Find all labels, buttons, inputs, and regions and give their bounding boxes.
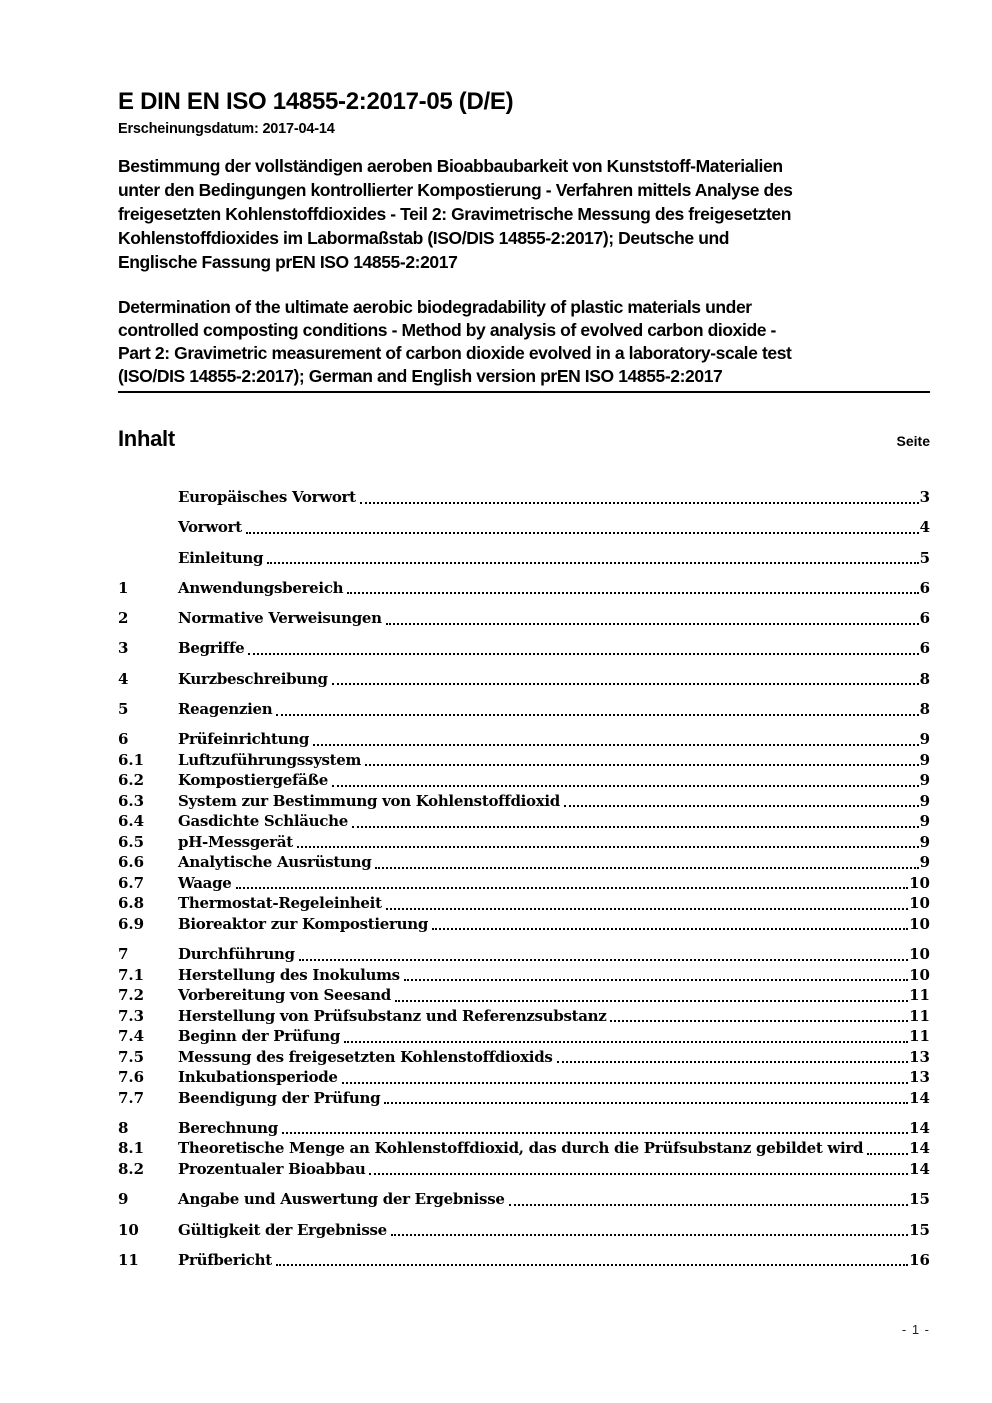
toc-leader-dots <box>246 532 919 534</box>
toc-entry-label: Theoretische Menge an Kohlenstoffdioxid, das durch die Prüfsubstanz gebildet wird <box>178 1139 864 1158</box>
toc-page-number: 10 <box>909 945 930 964</box>
toc-entry-label: Normative Verweisungen <box>178 609 382 628</box>
toc-entry-number: 8.2 <box>118 1159 145 1178</box>
toc-leader-dots <box>347 592 918 594</box>
toc-row <box>118 832 930 853</box>
toc-page-number: 14 <box>909 1088 930 1107</box>
toc-entry-label: Anwendungsbereich <box>178 578 344 597</box>
toc-entry-label: Beginn der Prüfung <box>178 1027 341 1046</box>
german-title-line: Bestimmung der vollständigen aeroben Bioabbaubarkeit von Kunststoff-Materialien <box>118 156 783 176</box>
toc-page-number: 9 <box>919 812 930 831</box>
toc-leader-dots <box>276 714 918 716</box>
toc-entry-number: 7.7 <box>118 1088 145 1107</box>
toc-entry-label: Europäisches Vorwort <box>178 488 356 506</box>
toc-page-number: 9 <box>919 750 930 769</box>
toc-page-number: 14 <box>909 1139 930 1158</box>
toc-row <box>118 914 930 935</box>
toc-row <box>118 1026 930 1047</box>
toc-entry-label: Gültigkeit der Ergebnisse <box>178 1220 387 1239</box>
german-title-line: freigesetzten Kohlenstoffdioxides - Teil 2: Gravimetrische Messung des freigesetzten <box>118 204 792 224</box>
german-title-line: Englische Fassung prEN ISO 14855-2:2017 <box>118 252 458 272</box>
toc-row <box>118 517 930 538</box>
toc-leader-dots <box>391 1234 908 1236</box>
toc-row <box>118 1250 930 1271</box>
english-title-line: controlled composting conditions - Method by analysis of evolved carbon dioxide - <box>118 320 776 340</box>
toc-row <box>118 638 930 659</box>
toc-entry-number: 7.4 <box>118 1027 145 1046</box>
toc-row <box>118 944 930 965</box>
toc-entry-label: Thermostat-Regeleinheit <box>178 894 382 913</box>
toc-entry-number: 7.6 <box>118 1068 145 1087</box>
toc-leader-dots <box>282 1132 908 1134</box>
toc-entry-number: 11 <box>118 1250 139 1269</box>
toc-entry-number: 6.9 <box>118 914 145 933</box>
toc-entry-label: Begriffe <box>178 639 245 658</box>
toc-entry-number: 6 <box>118 730 129 749</box>
toc-page-number: 8 <box>919 669 930 688</box>
toc-page-number: 10 <box>909 894 930 913</box>
toc-page-number: 10 <box>909 873 930 892</box>
toc-entry-number: 7.2 <box>118 986 145 1005</box>
toc-entry-number: 6.1 <box>118 750 145 769</box>
toc-row <box>118 1088 930 1109</box>
toc-page-number: 5 <box>919 548 930 567</box>
toc-entry-number: 6.4 <box>118 812 145 831</box>
toc-page-number: 9 <box>919 771 930 790</box>
toc-leader-dots <box>867 1153 908 1155</box>
toc-page-number: 3 <box>919 488 930 506</box>
toc-page-number: 11 <box>909 1027 930 1046</box>
toc-entry-number: 9 <box>118 1190 129 1209</box>
toc-header <box>118 426 930 452</box>
toc-entry-number: 7.3 <box>118 1006 145 1025</box>
toc-page-number: 10 <box>909 965 930 984</box>
toc-leader-dots <box>384 1102 908 1104</box>
toc-row <box>118 811 930 832</box>
toc-leader-dots <box>332 683 919 685</box>
toc-row <box>118 985 930 1006</box>
toc-leader-dots <box>509 1204 909 1206</box>
toc-list <box>118 487 930 1270</box>
toc-row <box>118 1159 930 1180</box>
toc-row <box>118 873 930 894</box>
toc-entry-label: pH-Messgerät <box>178 832 293 851</box>
toc-page-number: 15 <box>909 1220 930 1239</box>
toc-row <box>118 608 930 629</box>
toc-heading: Inhalt <box>118 426 175 451</box>
toc-leader-dots <box>564 805 919 807</box>
toc-entry-number: 8.1 <box>118 1139 145 1158</box>
toc-page-number: 4 <box>919 518 930 537</box>
toc-leader-dots <box>557 1061 909 1063</box>
toc-leader-dots <box>344 1041 908 1043</box>
toc-entry-label: Herstellung des Inokulums <box>178 965 400 984</box>
toc-leader-dots <box>313 744 919 746</box>
toc-page-number: 13 <box>909 1068 930 1087</box>
toc-page-number: 14 <box>909 1159 930 1178</box>
toc-leader-dots <box>375 867 918 869</box>
toc-entry-label: Reagenzien <box>178 700 273 719</box>
page-number-footer: - 1 - <box>901 1322 930 1337</box>
german-title-line: Kohlenstoffdioxides im Labormaßstab (ISO/DIS 14855-2:2017); Deutsche und <box>118 228 730 248</box>
toc-leader-dots <box>404 979 908 981</box>
toc-page-number: 9 <box>919 730 930 749</box>
toc-entry-label: Prüfbericht <box>178 1250 272 1269</box>
toc-entry-label: Kurzbeschreibung <box>178 669 328 688</box>
toc-leader-dots <box>386 623 919 625</box>
toc-leader-dots <box>236 887 909 889</box>
toc-entry-label: Vorbereitung von Seesand <box>178 986 391 1005</box>
toc-entry-label: Gasdichte Schläuche <box>178 812 348 831</box>
toc-leader-dots <box>360 502 919 504</box>
toc-entry-label: System zur Bestimmung von Kohlenstoffdioxid <box>178 791 560 810</box>
toc-entry-label: Beendigung der Prüfung <box>178 1088 381 1107</box>
toc-row <box>118 1118 930 1139</box>
toc-leader-dots <box>342 1082 908 1084</box>
toc-page-number: 16 <box>909 1250 930 1269</box>
toc-leader-dots <box>365 764 918 766</box>
toc-entry-number: 5 <box>118 700 129 719</box>
toc-row <box>118 965 930 986</box>
toc-leader-dots <box>332 785 919 787</box>
english-title-line: Determination of the ultimate aerobic biodegradability of plastic materials under <box>118 297 752 317</box>
toc-leader-dots <box>386 908 908 910</box>
toc-entry-number: 6.7 <box>118 873 145 892</box>
toc-entry-label: Vorwort <box>178 518 242 537</box>
toc-entry-number: 3 <box>118 639 129 658</box>
publication-date: Erscheinungsdatum: 2017-04-14 <box>118 121 335 137</box>
toc-entry-number: 1 <box>118 578 129 597</box>
toc-page-number: 6 <box>919 639 930 658</box>
toc-row <box>118 669 930 690</box>
toc-page-number: 15 <box>909 1190 930 1209</box>
toc-row <box>118 1047 930 1068</box>
english-title-block <box>118 296 791 388</box>
toc-entry-label: Waage <box>178 873 232 892</box>
toc-entry-number: 6.6 <box>118 853 145 872</box>
toc-row <box>118 1138 930 1159</box>
toc-row <box>118 1067 930 1088</box>
toc-row <box>118 750 930 771</box>
toc-entry-number: 4 <box>118 669 129 688</box>
german-title-line: unter den Bedingungen kontrollierter Kompostierung - Verfahren mittels Analyse des <box>118 180 793 200</box>
toc-row <box>118 578 930 599</box>
toc-entry-label: Angabe und Auswertung der Ergebnisse <box>178 1190 505 1209</box>
toc-entry-number: 10 <box>118 1220 139 1239</box>
toc-row <box>118 699 930 720</box>
toc-leader-dots <box>352 826 919 828</box>
toc-entry-label: Luftzuführungssystem <box>178 750 362 769</box>
toc-entry-label: Prozentualer Bioabbau <box>178 1159 366 1178</box>
toc-entry-label: Berechnung <box>178 1118 278 1137</box>
toc-entry-number: 7.1 <box>118 965 145 984</box>
toc-entry-label: Durchführung <box>178 945 295 964</box>
toc-leader-dots <box>395 1000 908 1002</box>
toc-entry-number: 7 <box>118 945 129 964</box>
toc-page-number: 11 <box>909 986 930 1005</box>
toc-page-number: 9 <box>919 832 930 851</box>
toc-entry-label: Kompostiergefäße <box>178 771 328 790</box>
toc-row <box>118 1220 930 1241</box>
toc-entry-number: 8 <box>118 1118 129 1137</box>
toc-leader-dots <box>299 959 908 961</box>
toc-entry-label: Prüfeinrichtung <box>178 730 310 749</box>
toc-row <box>118 893 930 914</box>
toc-page-number: 6 <box>919 578 930 597</box>
title-divider <box>118 391 930 393</box>
toc-entry-label: Inkubationsperiode <box>178 1068 338 1087</box>
toc-entry-label: Herstellung von Prüfsubstanz und Referenzsubstanz <box>178 1006 607 1025</box>
toc-page-column-label: Seite <box>896 433 930 449</box>
toc-page-number: 6 <box>919 609 930 628</box>
toc-row <box>118 1006 930 1027</box>
toc-leader-dots <box>276 1264 908 1266</box>
toc-row <box>118 852 930 873</box>
german-title-block <box>118 154 792 274</box>
toc-page-number: 13 <box>909 1047 930 1066</box>
toc-leader-dots <box>248 653 918 655</box>
standard-title: E DIN EN ISO 14855-2:2017-05 (D/E) <box>118 88 514 115</box>
english-title-line: (ISO/DIS 14855-2:2017); German and English version prEN ISO 14855-2:2017 <box>118 366 723 386</box>
toc-leader-dots <box>267 562 918 564</box>
toc-page-number: 8 <box>919 700 930 719</box>
toc-row <box>118 770 930 791</box>
toc-entry-number: 6.3 <box>118 791 145 810</box>
toc-entry-number: 2 <box>118 609 129 628</box>
toc-entry-label: Einleitung <box>178 548 264 567</box>
toc-entry-number: 7.5 <box>118 1047 145 1066</box>
toc-page-number: 14 <box>909 1118 930 1137</box>
toc-leader-dots <box>297 846 919 848</box>
toc-page-number: 9 <box>919 791 930 810</box>
toc-row <box>118 1189 930 1210</box>
toc-row <box>118 791 930 812</box>
toc-row <box>118 729 930 750</box>
toc-page-number: 11 <box>909 1006 930 1025</box>
toc-leader-dots <box>432 928 908 930</box>
toc-leader-dots <box>610 1020 908 1022</box>
toc-entry-label: Bioreaktor zur Kompostierung <box>178 914 429 933</box>
toc-leader-dots <box>369 1173 908 1175</box>
toc-row <box>118 548 930 569</box>
toc-entry-number: 6.8 <box>118 894 145 913</box>
toc-entry-number: 6.2 <box>118 771 145 790</box>
english-title-line: Part 2: Gravimetric measurement of carbon dioxide evolved in a laboratory-scale test <box>118 343 792 363</box>
toc-page-number: 10 <box>909 914 930 933</box>
toc-row <box>118 487 930 508</box>
toc-entry-number: 6.5 <box>118 832 145 851</box>
toc-entry-label: Analytische Ausrüstung <box>178 853 372 872</box>
toc-entry-label: Messung des freigesetzten Kohlenstoffdioxids <box>178 1047 553 1066</box>
toc-page-number: 9 <box>919 853 930 872</box>
